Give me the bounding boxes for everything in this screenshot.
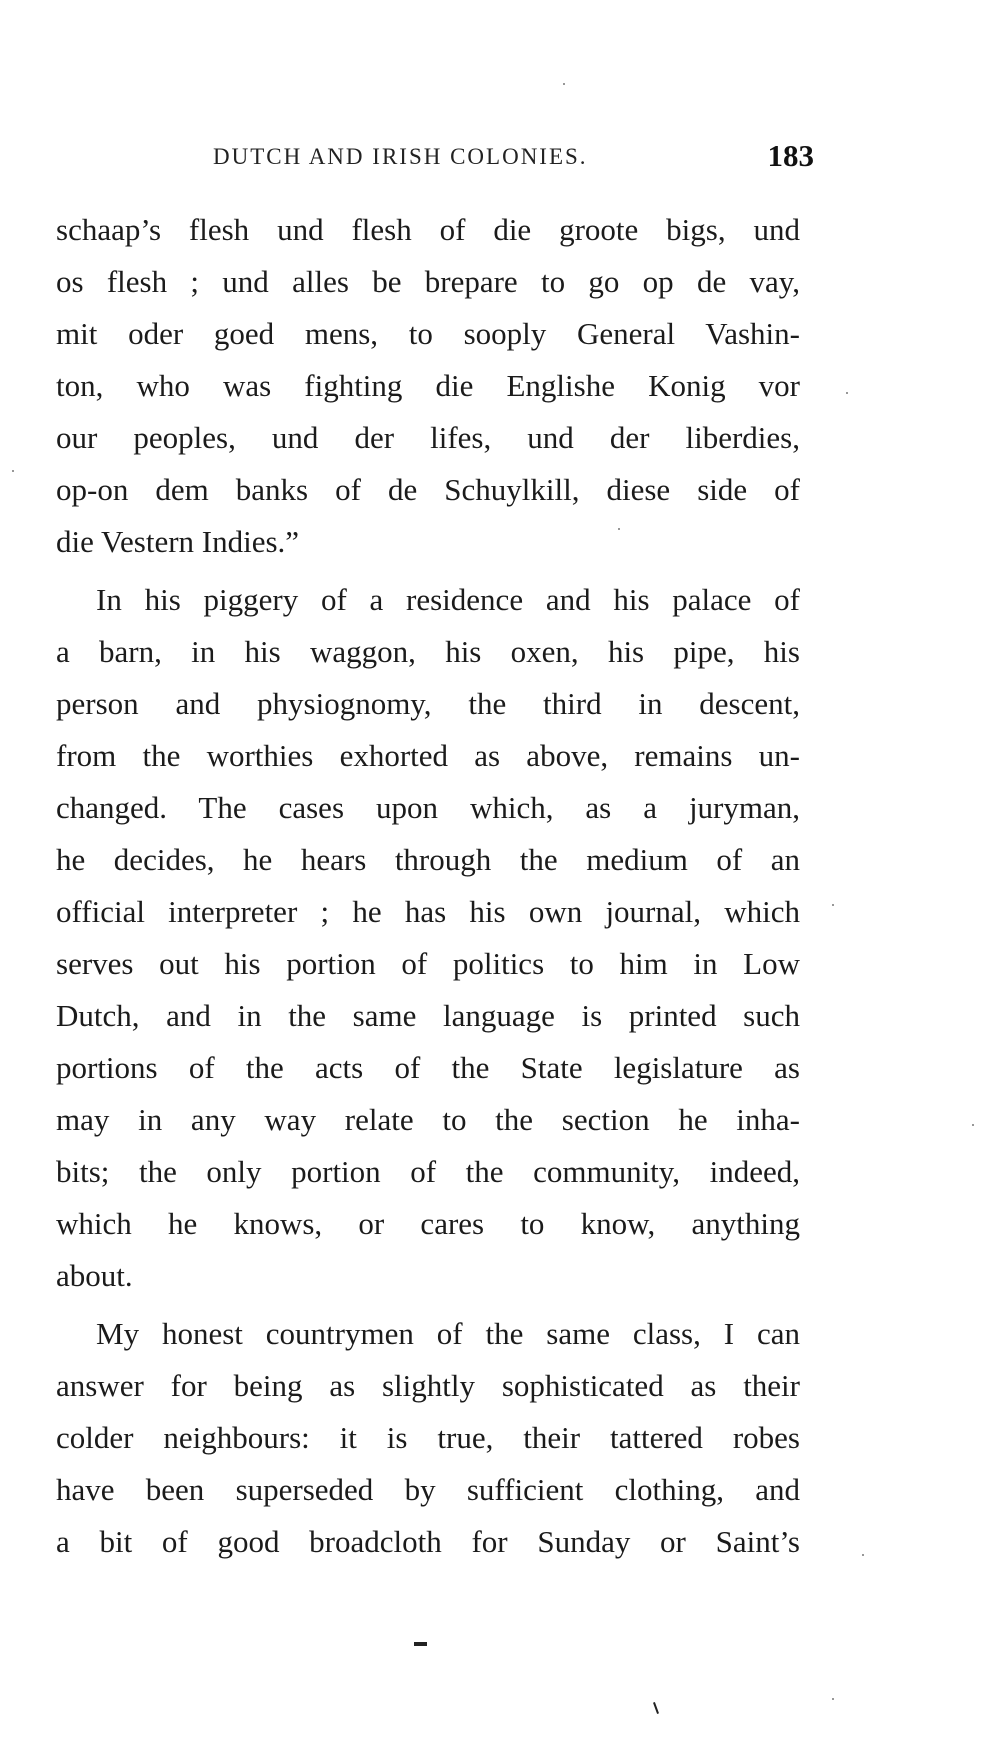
text-line: bits; the only portion of the community, indeed, (56, 1154, 800, 1189)
paper-speck (972, 1124, 974, 1126)
paragraph-first-line: In his piggery of a residence and his palace of (96, 582, 800, 617)
text-line: our peoples, und der lifes, und der liberdies, (56, 420, 800, 455)
text-line: he decides, he hears through the medium of an (56, 842, 800, 877)
page-header (56, 138, 814, 178)
text-line: from the worthies exhorted as above, remains un- (56, 738, 800, 773)
text-line: a bit of good broadcloth for Sunday or Saint’s (56, 1524, 800, 1559)
text-line: person and physiognomy, the third in descent, (56, 686, 800, 721)
text-line: mit oder goed mens, to sooply General Vashin- (56, 316, 800, 351)
running-title: DUTCH AND IRISH COLONIES. (213, 144, 588, 169)
text-line: which he knows, or cares to know, anything (56, 1206, 800, 1241)
text-line: official interpreter ; he has his own journal, which (56, 894, 800, 929)
text-line: os flesh ; und alles be brepare to go op de vay, (56, 264, 800, 299)
text-line: colder neighbours: it is true, their tattered robes (56, 1420, 800, 1455)
body-text (56, 204, 800, 1568)
paper-speck (563, 83, 565, 85)
stray-ink-mark (653, 1702, 659, 1714)
text-line: op-on dem banks of de Schuylkill, diese side of (56, 472, 800, 507)
text-line: portions of the acts of the State legislature as (56, 1050, 800, 1085)
paper-speck (618, 528, 620, 530)
text-line-last: die Vestern Indies.” (56, 524, 300, 559)
text-line: answer for being as slightly sophisticated as their (56, 1368, 800, 1403)
text-line: serves out his portion of politics to him in Low (56, 946, 800, 981)
paragraph-first-line: My honest countrymen of the same class, I can (96, 1316, 800, 1351)
text-line: changed. The cases upon which, as a juryman, (56, 790, 800, 825)
page-number: 183 (767, 138, 814, 173)
paper-speck (832, 1698, 834, 1700)
text-line: have been superseded by sufficient clothing, and (56, 1472, 800, 1507)
text-line: schaap’s flesh und flesh of die groote bigs, und (56, 212, 800, 247)
paper-speck (862, 1554, 864, 1556)
paper-speck (846, 392, 848, 394)
paper-speck (12, 470, 14, 472)
text-line: a barn, in his waggon, his oxen, his pipe, his (56, 634, 800, 669)
text-line: Dutch, and in the same language is printed such (56, 998, 800, 1033)
paper-speck (832, 904, 834, 906)
text-line: may in any way relate to the section he inha- (56, 1102, 800, 1137)
text-line: ton, who was fighting die Englishe Konig vor (56, 368, 800, 403)
printer-dash-mark (414, 1642, 427, 1646)
text-line-last: about. (56, 1258, 133, 1293)
